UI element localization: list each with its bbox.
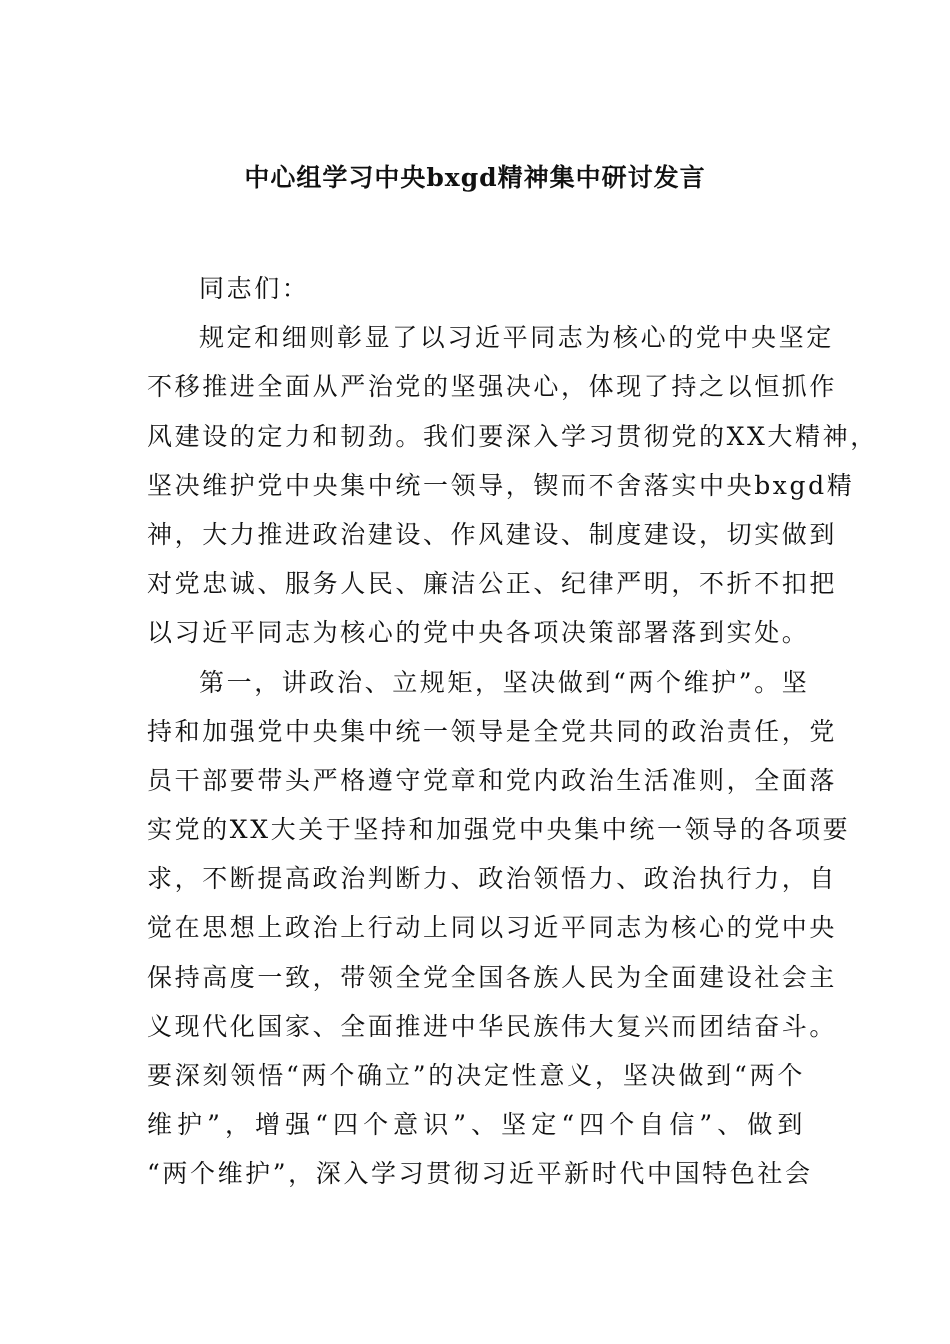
- text-line: 第一，讲政治、立规矩，坚决做到“两个维护”。坚: [199, 667, 810, 697]
- text-line: 要深刻领悟“两个确立”的决定性意义，坚决做到“两个: [147, 1061, 805, 1090]
- text-line: 风建设的定力和韧劲。我们要深入学习贯彻党的XX大精神，: [147, 421, 878, 451]
- paragraph-2: [147, 658, 851, 1199]
- greeting: 同志们：: [199, 274, 310, 303]
- document-title: 中心组学习中央bxgd精神集中研讨发言: [244, 163, 706, 192]
- text-line: 规定和细则彰显了以习近平同志为核心的党中央坚定: [199, 323, 834, 353]
- text-line: 维护”，增强“四个意识”、坚定“四个自信”、做到: [147, 1110, 805, 1140]
- text-line: 坚决维护党中央集中统一领导，锲而不舍落实中央bxgd精: [147, 470, 855, 500]
- text-line: 对党忠诚、服务人民、廉洁公正、纪律严明，不折不扣把: [147, 569, 838, 599]
- text-line: 不移推进全面从严治党的坚强决心，体现了持之以恒抓作: [147, 372, 838, 402]
- text-line: 觉在思想上政治上行动上同以习近平同志为核心的党中央: [147, 913, 838, 943]
- text-line: 神，大力推进政治建设、作风建设、制度建设，切实做到: [147, 519, 838, 549]
- paragraph-1: [147, 313, 878, 657]
- text-line: “两个维护”，深入学习贯彻习近平新时代中国特色社会: [147, 1159, 813, 1189]
- text-line: 员干部要带头严格遵守党章和党内政治生活准则，全面落: [147, 765, 838, 795]
- text-line: 持和加强党中央集中统一领导是全党共同的政治责任，党: [147, 716, 838, 746]
- text-line: 实党的XX大关于坚持和加强党中央集中统一领导的各项要: [147, 815, 851, 845]
- document-body: [147, 264, 878, 1199]
- text-line: 以习近平同志为核心的党中央各项决策部署落到实处。: [147, 618, 810, 648]
- text-line: 求，不断提高政治判断力、政治领悟力、政治执行力，自: [147, 864, 838, 894]
- text-line: 保持高度一致，带领全党全国各族人民为全面建设社会主: [147, 962, 838, 992]
- text-line: 义现代化国家、全面推进中华民族伟大复兴而团结奋斗。: [147, 1011, 838, 1041]
